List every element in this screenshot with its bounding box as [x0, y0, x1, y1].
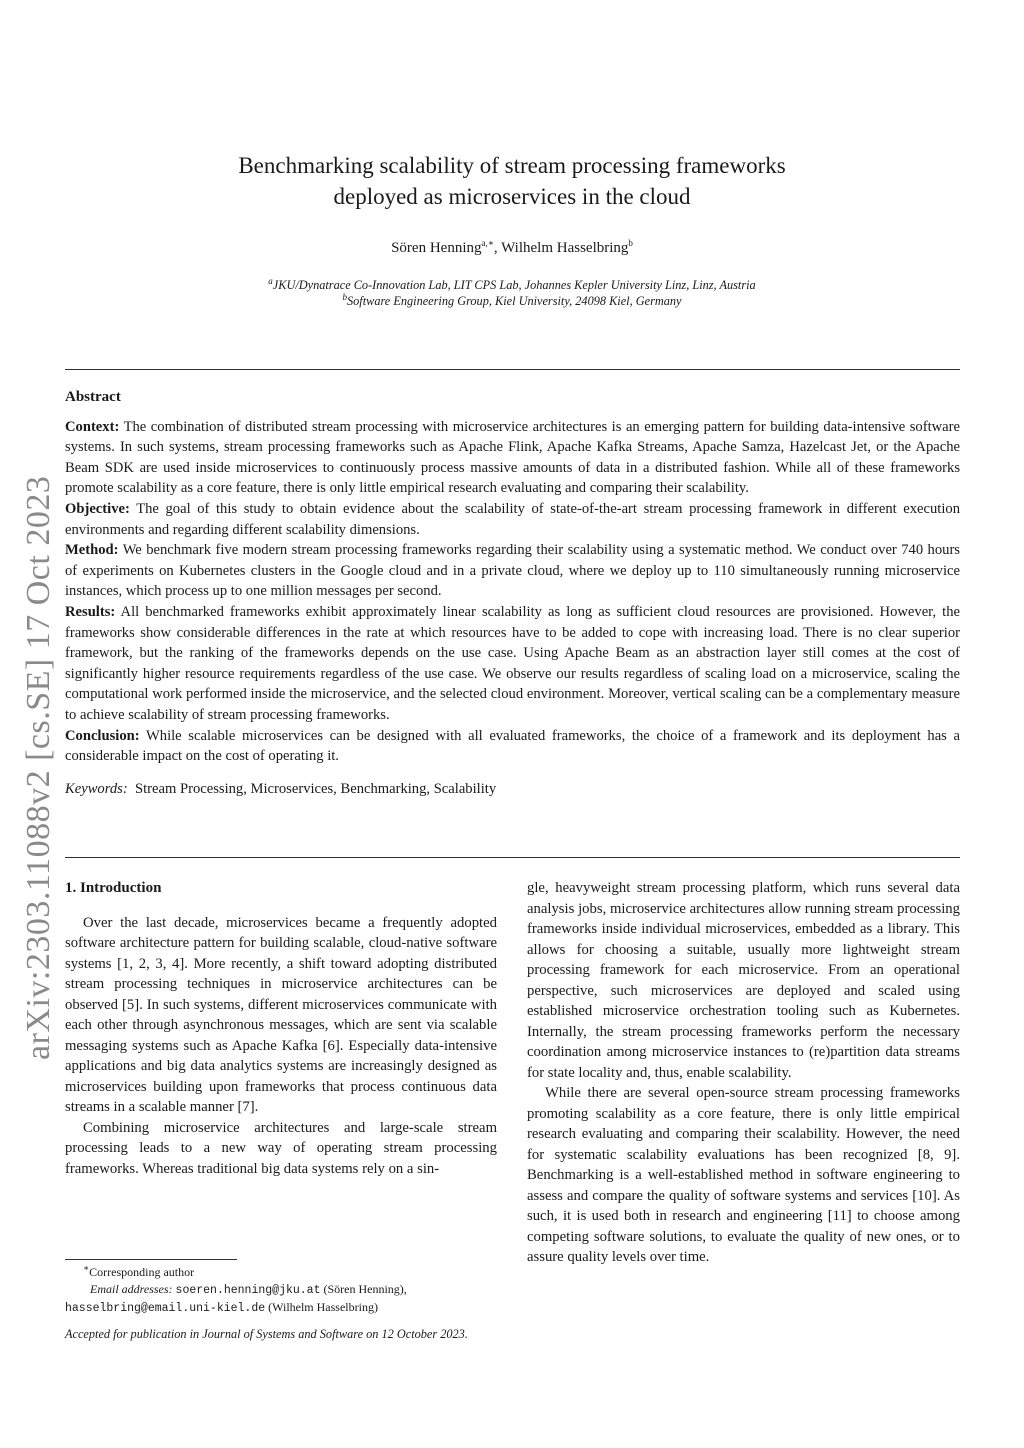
author-affiliation-mark: b — [628, 238, 633, 248]
author-separator: , — [493, 240, 502, 256]
email-link[interactable]: hasselbring@email.uni-kiel.de — [65, 1302, 266, 1315]
email-owner: (Wilhelm Hasselbring) — [268, 1300, 378, 1314]
abstract-context — [65, 417, 960, 499]
intro-paragraph-2: Combining microservice architectures and large-scale stream processing leads to a new way of operating stream processing frameworks. Whereas traditional big data systems rely on a sin- — [65, 1119, 497, 1177]
corresponding-author-note — [65, 1264, 497, 1281]
intro-paragraph-3: While there are several open-source stream processing frameworks promoting scalability as a core feature, there is only little empirical research evaluating and comparing their scalability. However, the need for systematic scalability evaluations has been recognized [8, 9]. Benchmarking is a well-established method in software engineering to assess and compare the quality of software systems and services [10]. As such, it is used both in research and engineering [11] to choose among competing software solutions, to evaluate the quality of new ones, or to assure quality levels over time. — [527, 1085, 960, 1265]
author-name: Sören Henning — [391, 240, 482, 256]
abstract-results — [65, 602, 960, 726]
objective-text: The goal of this study to obtain evidence about the scalability of state-of-the-art stream processing framework in different execution environments and regarding different scalability dimensions. — [65, 500, 961, 538]
conclusion-label: Conclusion: — [65, 727, 140, 744]
email-line — [65, 1299, 497, 1317]
affiliation — [150, 293, 874, 309]
paper-title — [150, 150, 874, 212]
intro-paragraph-2-continued: gle, heavyweight stream processing platform, which runs several data analysis jobs, microservice architectures allow running stream processing frameworks inside individual microservices, embedded as a library. This allows for choosing a suitable, usually more lightweight stream processing framework for each microservice. From an operational perspective, such microservices are deployed and scaled using established microservice orchestration tooling such as Kubernetes. Internally, the stream processing frameworks perform the necessary coordination among microservice instances to (re)partition data streams for state locality and, thus, enable scalability. — [527, 880, 960, 1081]
email-line — [65, 1281, 497, 1299]
arxiv-identifier: arXiv:2303.11088v2 [cs.SE] 17 Oct 2023 — [20, 475, 57, 1060]
abstract-objective — [65, 499, 960, 540]
affiliations — [150, 277, 874, 309]
abstract-conclusion — [65, 726, 960, 767]
keywords — [65, 779, 960, 800]
affiliation — [150, 277, 874, 293]
left-column — [65, 878, 497, 1179]
title-line-2: deployed as microservices in the cloud — [333, 184, 691, 209]
affiliation-text: JKU/Dynatrace Co-Innovation Lab, LIT CPS Lab, Johannes Kepler University Linz, Linz, Austria — [272, 278, 756, 292]
results-label: Results: — [65, 603, 116, 620]
footnote-rule — [65, 1259, 237, 1260]
footnote-mark: ∗ — [83, 1263, 90, 1273]
right-column — [527, 878, 960, 1268]
method-label: Method: — [65, 542, 119, 559]
publication-note: Accepted for publication in Journal of Systems and Software on 12 October 2023. — [65, 1327, 468, 1341]
intro-paragraph-1: Over the last decade, microservices became a frequently adopted software architecture pattern for building scalable, cloud-native software systems [1, 2, 3, 4]. More recently, a shift toward adopting distributed stream processing techniques in microservice architectures can be observed [5]. In such systems, different microservices communicate with each other through asynchronous messages, which are sent via scalable messaging systems such as Apache Kafka [6]. Especially data-intensive applications and big data analytics systems are increasingly designed as microservices building upon frameworks that process continuous data streams in a scalable manner [7]. — [65, 914, 497, 1115]
affiliation-mark: a — [268, 275, 273, 286]
email-label: Email addresses: — [90, 1282, 173, 1296]
footnote — [65, 1264, 497, 1317]
corresponding-author-text: Corresponding author — [89, 1265, 195, 1279]
email-owner: (Sören Henning), — [323, 1282, 407, 1296]
method-text: We benchmark five modern stream processing frameworks regarding their scalability using a systematic method. We conduct over 740 hours of experiments on Kubernetes clusters in the Google cloud and in a private cloud, where we deploy up to 110 simultaneously running microservice instances, which process up to one million messages per second. — [65, 542, 960, 600]
author-affiliation-mark: a,∗ — [481, 238, 494, 248]
context-label: Context: — [65, 418, 120, 435]
abstract-top-rule — [65, 369, 960, 370]
abstract — [65, 387, 960, 799]
keywords-label: Keywords: — [65, 780, 128, 797]
abstract-method — [65, 540, 960, 602]
abstract-bottom-rule — [65, 857, 960, 858]
affiliation-text: Software Engineering Group, Kiel University, 24098 Kiel, Germany — [347, 294, 682, 308]
abstract-heading: Abstract — [65, 389, 121, 405]
conclusion-text: While scalable microservices can be designed with all evaluated frameworks, the choice of a framework and its deployment has a considerable impact on the cost of operating it. — [65, 727, 960, 765]
objective-label: Objective: — [65, 500, 130, 517]
keywords-text: Stream Processing, Microservices, Benchmarking, Scalability — [135, 780, 497, 797]
context-text: The combination of distributed stream processing with microservice architectures is an emerging pattern for building data-intensive software systems. In such systems, stream processing frameworks such as Apache Flink, Apache Kafka Streams, Apache Samza, Hazelcast Jet, or the Apache Beam SDK are used inside microservices to continuously process massive amounts of data in a distributed fashion. While all of these frameworks promote scalability as a core feature, there is only little empirical research evaluating and comparing their scalability. — [65, 418, 960, 497]
section-heading: 1. Introduction — [65, 880, 162, 896]
author-list — [150, 240, 874, 257]
title-line-1: Benchmarking scalability of stream processing frameworks — [238, 153, 786, 178]
affiliation-mark: b — [342, 291, 347, 302]
email-link[interactable]: soeren.henning@jku.at — [175, 1284, 321, 1297]
author-name: Wilhelm Hasselbring — [501, 240, 629, 256]
results-text: All benchmarked frameworks exhibit approximately linear scalability as long as sufficient cloud resources are provisioned. However, the frameworks show considerable differences in the rate at which resources have to be added to cope with increasing load. There is no clear superior framework, but the ranking of the frameworks depends on the use case. Using Apache Beam as an abstraction layer still comes at the cost of significantly higher resource requirements regardless of the use case. We observe our results regardless of scaling load on a microservice, scaling the computational work performed inside the microservice, and the selected cloud environment. Moreover, vertical scaling can be a complementary measure to achieve scalability of stream processing frameworks. — [65, 603, 960, 723]
